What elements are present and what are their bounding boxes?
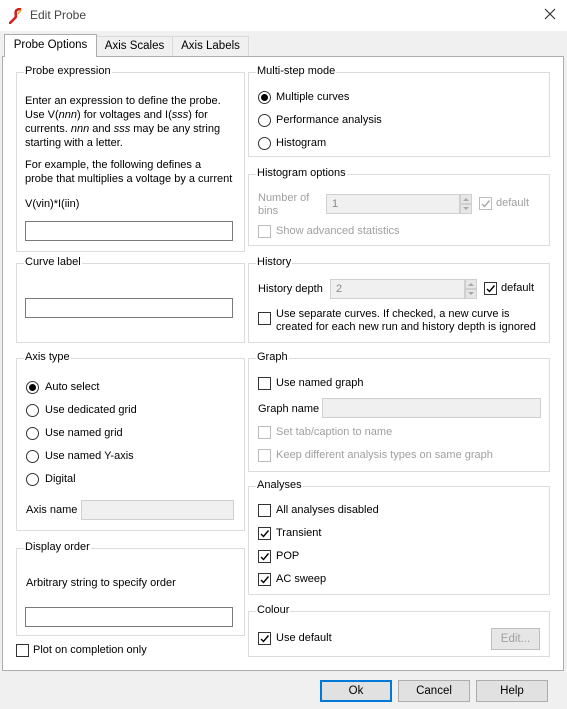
axis-digital-radio[interactable] (26, 473, 39, 486)
display-order-group (16, 541, 245, 636)
tab-axis-labels[interactable]: Axis Labels (172, 36, 249, 56)
tab-panel-probe-options (2, 56, 564, 671)
pop-checkbox[interactable] (258, 550, 271, 563)
colour-edit-button[interactable]: Edit... (491, 628, 540, 650)
graph-name-label: Graph name (258, 403, 320, 415)
ok-button[interactable]: Ok (320, 680, 392, 702)
close-icon[interactable] (542, 6, 558, 22)
colour-group (248, 604, 550, 657)
graph-group (248, 351, 550, 472)
axis-dedicated-grid-label: Use dedicated grid (45, 404, 137, 416)
histogram-advanced-checkbox[interactable] (258, 225, 271, 238)
check-icon (480, 198, 491, 209)
plot-on-completion-label: Plot on completion only (33, 644, 147, 656)
histogram-default-label: default (496, 197, 530, 209)
check-icon (259, 633, 270, 644)
analyses-title: Analyses (257, 479, 302, 491)
histogram-default-checkbox[interactable] (479, 197, 492, 210)
axis-auto-select-label: Auto select (45, 381, 100, 393)
multi-step-histogram-label: Histogram (276, 137, 327, 149)
history-group (248, 256, 550, 343)
keep-analysis-types-checkbox[interactable] (258, 449, 271, 462)
histogram-bins-label-2: bins (258, 205, 279, 217)
axis-dedicated-grid-radio[interactable] (26, 404, 39, 417)
history-default-checkbox[interactable] (484, 282, 497, 295)
history-default-label: default (501, 282, 535, 294)
axis-named-grid-label: Use named grid (45, 427, 123, 439)
axis-type-group (16, 351, 245, 531)
display-order-title: Display order (25, 541, 90, 553)
help-button[interactable]: Help (476, 680, 548, 702)
set-tab-caption-checkbox[interactable] (258, 426, 271, 439)
plot-on-completion-checkbox[interactable] (16, 644, 29, 657)
axis-named-y-label: Use named Y-axis (45, 450, 134, 462)
check-icon (259, 551, 270, 562)
graph-name-input[interactable] (322, 398, 541, 418)
history-title: History (257, 256, 292, 268)
probe-expression-input[interactable] (25, 221, 233, 241)
axis-named-grid-radio[interactable] (26, 427, 39, 440)
multi-step-title: Multi-step mode (257, 65, 336, 77)
all-analyses-disabled-checkbox[interactable] (258, 504, 271, 517)
multi-step-multiple-curves-label: Multiple curves (276, 91, 350, 103)
use-named-graph-label: Use named graph (276, 377, 364, 389)
spinner-arrows-icon (462, 196, 470, 212)
probe-expression-help-4: starting with a letter. (25, 137, 123, 149)
colour-use-default-checkbox[interactable] (258, 632, 271, 645)
display-order-description: Arbitrary string to specify order (26, 577, 176, 589)
spinner-arrows-icon (467, 281, 475, 297)
histogram-bins-input[interactable]: 1 (326, 194, 460, 214)
colour-title: Colour (257, 604, 290, 616)
graph-title: Graph (257, 351, 288, 363)
probe-expression-help-1: Enter an expression to define the probe. (25, 95, 221, 107)
use-named-graph-checkbox[interactable] (258, 377, 271, 390)
axis-named-y-radio[interactable] (26, 450, 39, 463)
histogram-options-title: Histogram options (257, 167, 346, 179)
curve-label-title: Curve label (25, 256, 81, 268)
display-order-input[interactable] (25, 607, 233, 627)
probe-expression-help-6: probe that multiplies a voltage by a current (25, 173, 233, 185)
histogram-bins-spinner[interactable] (460, 194, 472, 214)
history-separate-line-2: created for each new run and history depth is ignored (276, 321, 536, 333)
curve-label-group (16, 256, 245, 343)
histogram-bins-label-1: Number of (258, 192, 310, 204)
axis-type-title: Axis type (25, 351, 70, 363)
set-tab-caption-label: Set tab/caption to name (276, 426, 393, 438)
title-bar (0, 0, 567, 31)
axis-name-input[interactable] (81, 500, 234, 520)
probe-expression-example: V(vin)*I(iin) (25, 198, 80, 210)
pop-label: POP (276, 550, 300, 562)
probe-expression-help-5: For example, the following defines a (25, 159, 202, 171)
probe-expression-title: Probe expression (25, 65, 111, 77)
cancel-button[interactable]: Cancel (398, 680, 470, 702)
ac-sweep-label: AC sweep (276, 573, 327, 585)
probe-expression-help-2: Use V(nnn) for voltages and I(sss) for (25, 109, 208, 121)
transient-label: Transient (276, 527, 322, 539)
tab-axis-scales[interactable]: Axis Scales (96, 36, 173, 56)
multi-step-performance-label: Performance analysis (276, 114, 382, 126)
curve-label-input[interactable] (25, 298, 233, 318)
ac-sweep-checkbox[interactable] (258, 573, 271, 586)
multi-step-histogram-radio[interactable] (258, 137, 271, 150)
axis-name-label: Axis name (26, 504, 78, 516)
all-analyses-disabled-label: All analyses disabled (276, 504, 379, 516)
histogram-options-group (248, 167, 550, 246)
probe-expression-help-3: currents. nnn and sss may be any string (25, 123, 221, 135)
multi-step-group (248, 65, 550, 157)
history-separate-line-1: Use separate curves. If checked, a new curve is (276, 308, 510, 320)
axis-auto-select-radio[interactable] (26, 381, 39, 394)
history-depth-spinner[interactable] (465, 279, 477, 299)
axis-digital-label: Digital (45, 473, 76, 485)
tab-probe-options[interactable]: Probe Options (4, 34, 97, 57)
check-icon (485, 283, 496, 294)
probe-expression-group (16, 65, 245, 252)
transient-checkbox[interactable] (258, 527, 271, 540)
multi-step-performance-radio[interactable] (258, 114, 271, 127)
colour-use-default-label: Use default (276, 632, 332, 644)
history-depth-input[interactable]: 2 (330, 279, 465, 299)
multi-step-multiple-curves-radio[interactable] (258, 91, 271, 104)
window-title: Edit Probe (30, 8, 87, 22)
keep-analysis-types-label: Keep different analysis types on same graph (276, 449, 493, 461)
histogram-advanced-label: Show advanced statistics (276, 225, 400, 237)
check-icon (259, 528, 270, 539)
analyses-group (248, 479, 550, 595)
simetrix-app-icon (9, 8, 23, 24)
check-icon (259, 574, 270, 585)
history-separate-curves-checkbox[interactable] (258, 312, 271, 325)
history-depth-label: History depth (258, 283, 323, 295)
